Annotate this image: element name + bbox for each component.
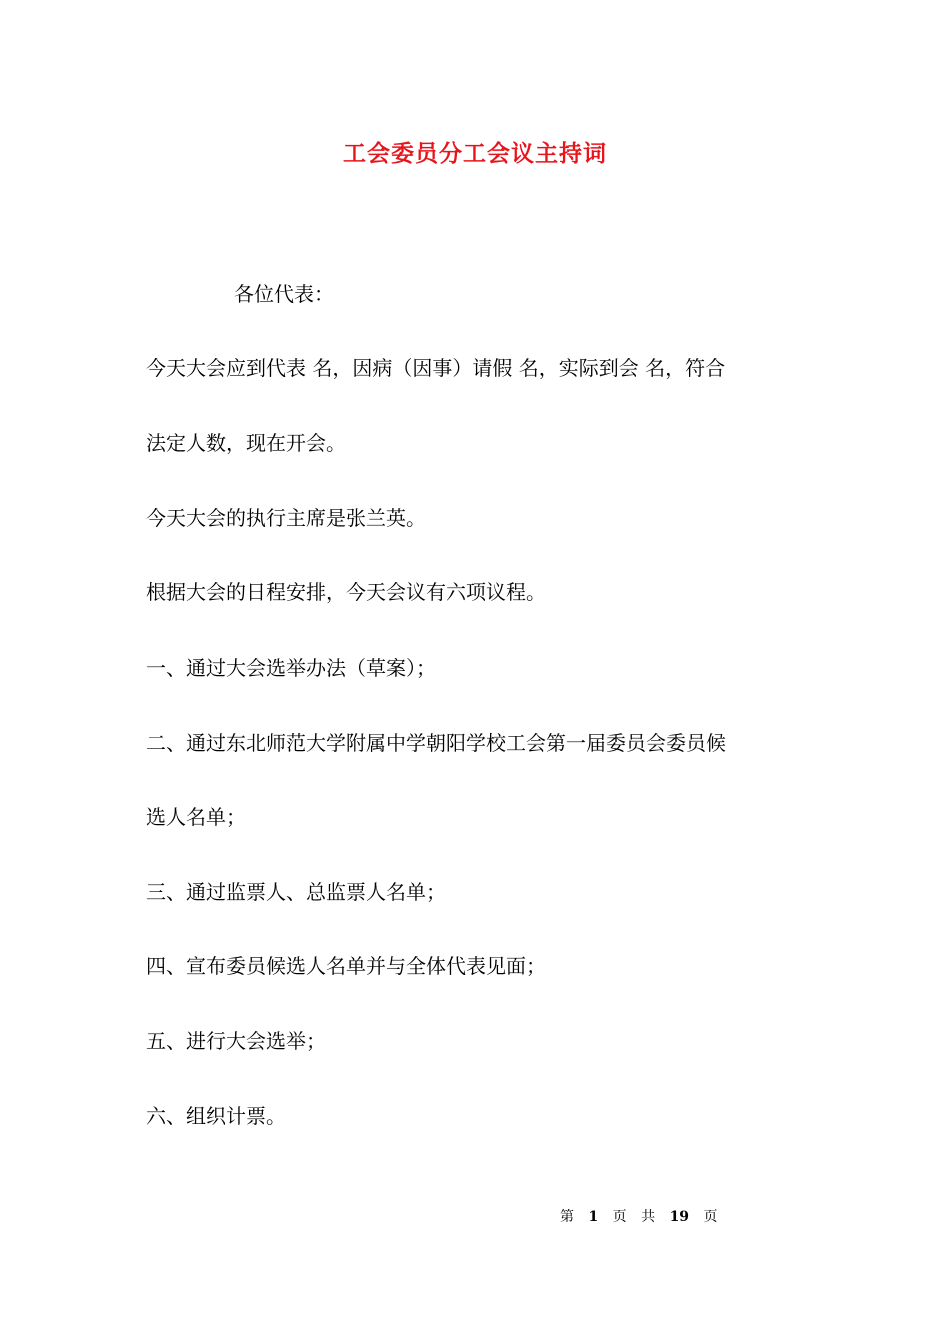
- footer-total-pages: 19: [669, 1209, 690, 1225]
- footer-prefix: 第: [560, 1209, 574, 1225]
- document-title: 工会委员分工会议主持词: [343, 140, 607, 167]
- salutation: 各位代表：: [234, 282, 334, 306]
- agenda-item-6: 六、组织计票。: [146, 1104, 286, 1128]
- footer-current-page: 1: [588, 1209, 599, 1225]
- page-footer: [560, 1207, 724, 1227]
- paragraph-chair: 今天大会的执行主席是张兰英。: [146, 506, 426, 530]
- agenda-item-5: 五、进行大会选举；: [146, 1029, 326, 1053]
- agenda-item-3: 三、通过监票人、总监票人名单；: [146, 880, 446, 904]
- agenda-item-2-line-1: 二、通过东北师范大学附属中学朝阳学校工会第一届委员会委员候: [146, 731, 726, 755]
- paragraph-agenda-intro: 根据大会的日程安排，今天会议有六项议程。: [146, 580, 546, 604]
- footer-total-word: 共: [641, 1209, 656, 1225]
- agenda-item-1: 一、通过大会选举办法（草案）；: [146, 656, 436, 680]
- footer-page-word: 页: [612, 1209, 627, 1225]
- paragraph-attendance-2: 法定人数，现在开会。: [146, 431, 346, 455]
- paragraph-attendance-1: 今天大会应到代表 名，因病（因事）请假 名，实际到会 名，符合: [146, 356, 726, 380]
- footer-suffix: 页: [703, 1209, 718, 1225]
- agenda-item-4: 四、宣布委员候选人名单并与全体代表见面；: [146, 954, 546, 978]
- agenda-item-2-line-2: 选人名单；: [146, 805, 246, 829]
